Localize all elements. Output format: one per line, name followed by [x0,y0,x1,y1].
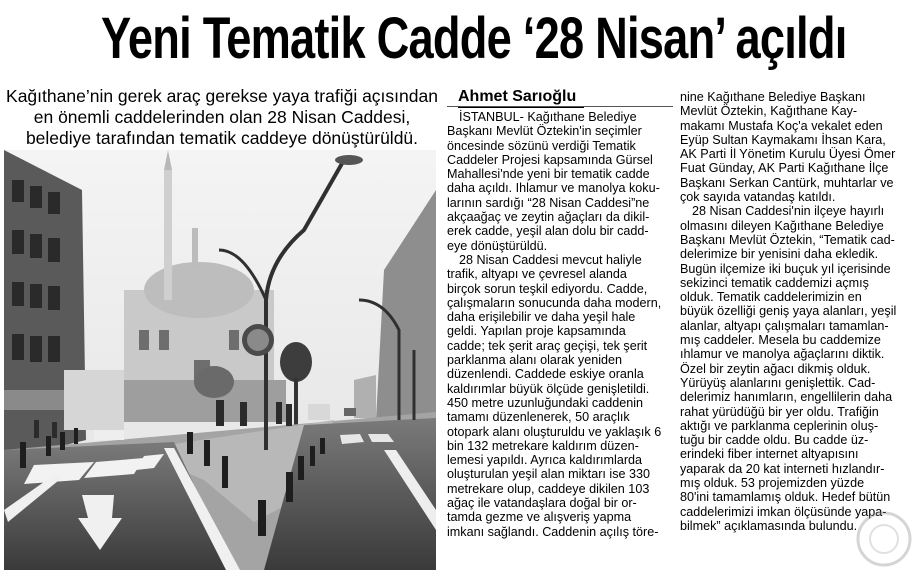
article-line: mış olduk. 53 projemizden yüzde [680,476,865,491]
article-line: delerimiz hanımların, engellilerin daha [680,390,893,405]
article-line: cadde; tek şerit araç geçişi, tek şerit [447,338,648,353]
article-line: rahat yürüdüğü bir yer oldu. Trafiğin [680,404,879,419]
article-line: Fuat Günday, AK Parti Kağıthane İlçe [680,161,889,176]
article-line: bilmek” açıklamasında bulundu. [680,518,858,533]
spot-line: belediye tarafından tematik caddeye dönüştürüldü. [25,128,419,148]
article-line: otopark alanı oluşturuldu ve yaklaşık 6 [447,424,662,439]
article-column-1 [447,110,673,539]
article-line: çok sayıda vatandaş katıldı. [680,190,836,205]
article-line: mış caddeler. Mesela bu caddemize [680,333,881,348]
article-line: lemesi yapıldı. Ayrıca kaldırımlarda [447,453,643,468]
article-line: ağaç ile vatandaşlara doğal bir or- [447,496,637,511]
spot-line: en önemli caddelerinden olan 28 Nisan Caddesi, [33,107,411,127]
headline: Yeni Tematik Cadde ‘28 Nisan’ açıldı [100,6,847,71]
article-line: trafik, altyapı ve çevresel alanda [447,267,627,282]
article-line: Eyüp Sultan Kaymakamı İhsan Kara, [680,132,886,147]
article-line: Caddeler Projesi kapsamında Gürsel [447,152,653,167]
article-line: AK Parti İl Yönetim Kurulu Üyesi Ömer [680,147,896,162]
article-line: bin 132 metrekare kaldırım düzen- [447,438,639,453]
article-line: tamda gezme ve alışveriş yapma [447,510,632,525]
article-line: Başkanı Mevlüt Öztekin, “Tematik cad- [680,232,895,247]
article-line: eye dönüştürüldü. [447,238,548,253]
article-line: delerimize bir yenisini daha ekledik. [680,247,879,262]
article-line: ıhlamur ve manolya ağaçlarını diktik. [680,347,885,362]
column-divider [447,106,673,107]
article-line: 80'ini tamamlamış olduk. Hedef bütün [680,490,891,505]
article-line: tuğu bir cadde oldu. Bu cadde üz- [680,433,869,448]
article-line: larının sardığı “28 Nisan Caddesi”ne [447,195,650,210]
spot-text [4,86,440,149]
article-line: daha açıldı. Ihlamur ve manolya koku- [447,181,660,196]
article-line: makamı Mustafa Koç'a vekalet eden [680,118,883,133]
article-line: olduk. Tematik caddelerimizin en [680,290,862,305]
article-line: çalışmaların sonucunda daha modern, [447,295,662,310]
article-line: kaldırımlar büyük ölçüde genişletildi. [447,381,650,396]
article-line: erindeki fiber internet altyapısını [680,447,859,462]
article-line: aktığı ve parklanma ceplerinin oluş- [680,418,879,433]
spot-line: Kağıthane’nin gerek araç gerekse yaya trafiği açısından [6,86,438,106]
article-line: geldi. Yapılan proje kapsamında [447,324,626,339]
article-line: Mevlüt Öztekin, Kağıthane Kay- [680,104,858,119]
article-line: parklanma alanı olarak yeniden [447,353,623,368]
article-line: oluşturulan yeşil alan miktarı ise 330 [447,467,651,482]
article-line: 28 Nisan Caddesi'nin ilçeye hayırlı [692,204,885,219]
article-line: sekizinci tematik caddemizi açmış [680,275,869,290]
article-line: caddelerimizi imkan ölçüsünde yapa- [680,504,887,519]
article-line: 450 metre uzunluğundaki caddenin [447,395,644,410]
article-line: düzenlendi. Caddede eskiye oranla [447,367,644,382]
article-line: Başkanı Mevlüt Öztekin'in seçimler [447,124,642,139]
article-line: Başkanı Serkan Cantürk, muhtarlar ve [680,175,894,190]
article-line: birçok sorun teşkil ediyordu. Cadde, [447,281,648,296]
article-line: 28 Nisan Caddesi mevcut haliyle [459,252,642,267]
article-line: erek cadde, yeşil alan dolu bir cadd- [447,224,649,239]
article-line: tamamı düzenlenerek, 50 araçlık [447,410,630,425]
article-line: imkanı sağlandı. Caddenin açılış töre- [447,524,659,539]
article-line: İSTANBUL- Kağıthane Belediye [459,110,637,124]
article-line: metrekare olup, caddeye dikilen 103 [447,481,650,496]
article-line: Mahallesi'nde yeni bir tematik cadde [447,167,650,182]
article-line: Özel bir zeytin ağacı dikmiş olduk. [680,361,871,376]
street-photo [4,150,436,570]
article-line: olmasını dileyen Kağıthane Belediye [680,218,884,233]
article-line: daha erişilebilir ve daha yeşil hale [447,310,636,325]
article-line: büyük özelliği geniş yaya alanları, yeşil [680,304,897,319]
article-line: alanlar, altyapı çalışmaları tamamlan- [680,318,889,333]
author-byline: Ahmet Sarıoğlu [458,88,584,108]
article-line: nine Kağıthane Belediye Başkanı [680,90,866,104]
article-line: akçaağaç ve zeytin ağaçları da dikil- [447,210,650,225]
article-line: yaparak da 20 kat interneti hızlandır- [680,461,885,476]
article-line: Bugün ilçemize iki buçuk yıl içerisinde [680,261,891,276]
article-line: Yürüyüş alanlarını genişlettik. Cad- [680,375,876,390]
article-column-2 [680,90,912,533]
article-line: öncesinde sözünü verdiği Tematik [447,138,636,153]
newspaper-watermark-icon [838,505,916,575]
